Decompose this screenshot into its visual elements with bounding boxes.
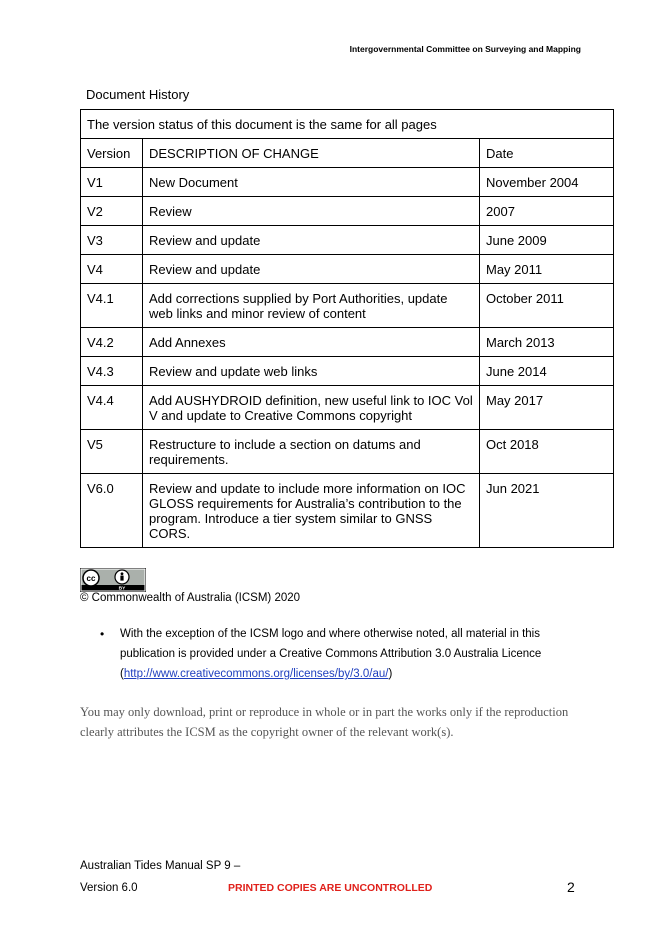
copyright-notice: © Commonwealth of Australia (ICSM) 2020 [80, 592, 301, 604]
version-cell: V4.1 [81, 284, 143, 328]
table-header-row [81, 139, 614, 168]
date-cell: March 2013 [480, 328, 614, 357]
version-cell: V4.3 [81, 357, 143, 386]
status-note-cell: The version status of this document is the same for all pages [81, 110, 614, 139]
date-cell: Oct 2018 [480, 430, 614, 474]
table-row [81, 386, 614, 430]
version-cell: V4.4 [81, 386, 143, 430]
date-cell: June 2009 [480, 226, 614, 255]
description-cell: Add AUSHYDROID definition, new useful link to IOC Vol V and update to Creative Commons copyright [143, 386, 480, 430]
document-history-table [80, 109, 614, 548]
version-cell: V4 [81, 255, 143, 284]
description-cell: New Document [143, 168, 480, 197]
date-cell: June 2014 [480, 357, 614, 386]
table-row [81, 284, 614, 328]
date-cell: 2007 [480, 197, 614, 226]
version-cell: V4.2 [81, 328, 143, 357]
description-cell: Review and update [143, 255, 480, 284]
column-header-description: DESCRIPTION OF CHANGE [143, 139, 480, 168]
table-row [81, 255, 614, 284]
version-cell: V3 [81, 226, 143, 255]
attribution-statement: You may only download, print or reproduce in whole or in part the works only if the reproduction clearly attributes the ICSM as the copyright owner of the relevant work(s). [80, 705, 569, 739]
uncontrolled-warning: PRINTED COPIES ARE UNCONTROLLED [228, 882, 433, 894]
description-cell: Add Annexes [143, 328, 480, 357]
description-cell: Review and update to include more information on IOC GLOSS requirements for Australia’s contribution to the program. Introduce a tier system similar to GNSS CORS. [143, 474, 480, 548]
page-number: 2 [567, 879, 575, 895]
license-statement: With the exception of the ICSM logo and where otherwise noted, all material in this publication is provided under a Creative Commons Attribution 3.0 Australia Licence [120, 628, 542, 660]
version-cell: V2 [81, 197, 143, 226]
document-history-title: Document History [86, 87, 190, 102]
cc-by-icon [80, 568, 146, 592]
table-row [81, 197, 614, 226]
description-cell: Review [143, 197, 480, 226]
column-header-version: Version [81, 139, 143, 168]
link-close-paren: ) [388, 668, 393, 680]
date-cell: November 2004 [480, 168, 614, 197]
footer-manual-title: Australian Tides Manual SP 9 – [80, 860, 241, 872]
description-cell: Add corrections supplied by Port Authorities, update web links and minor review of content [143, 284, 480, 328]
description-cell: Review and update [143, 226, 480, 255]
description-cell: Review and update web links [143, 357, 480, 386]
date-cell: Jun 2021 [480, 474, 614, 548]
table-row [81, 474, 614, 548]
link-open-paren: ( [120, 668, 124, 680]
table-row [81, 226, 614, 255]
description-cell: Restructure to include a section on datums and requirements. [143, 430, 480, 474]
version-cell: V6.0 [81, 474, 143, 548]
table-row [81, 168, 614, 197]
date-cell: May 2011 [480, 255, 614, 284]
license-text-block [120, 624, 570, 684]
table-status-row [81, 110, 614, 139]
bullet-dot: • [100, 627, 105, 641]
license-link[interactable]: http://www.creativecommons.org/licenses/by/3.0/au/ [123, 668, 389, 680]
table-row [81, 328, 614, 357]
creative-commons-by-badge [80, 568, 146, 592]
running-header: Intergovernmental Committee on Surveying and Mapping [349, 44, 581, 54]
cc-mark-text: cc [86, 574, 96, 583]
table-row [81, 430, 614, 474]
date-cell: May 2017 [480, 386, 614, 430]
date-cell: October 2011 [480, 284, 614, 328]
license-bullet [100, 624, 570, 684]
cc-by-label: BY [118, 586, 126, 592]
table-row [81, 357, 614, 386]
footer-version: Version 6.0 [80, 882, 138, 894]
version-cell: V1 [81, 168, 143, 197]
version-cell: V5 [81, 430, 143, 474]
column-header-date: Date [480, 139, 614, 168]
